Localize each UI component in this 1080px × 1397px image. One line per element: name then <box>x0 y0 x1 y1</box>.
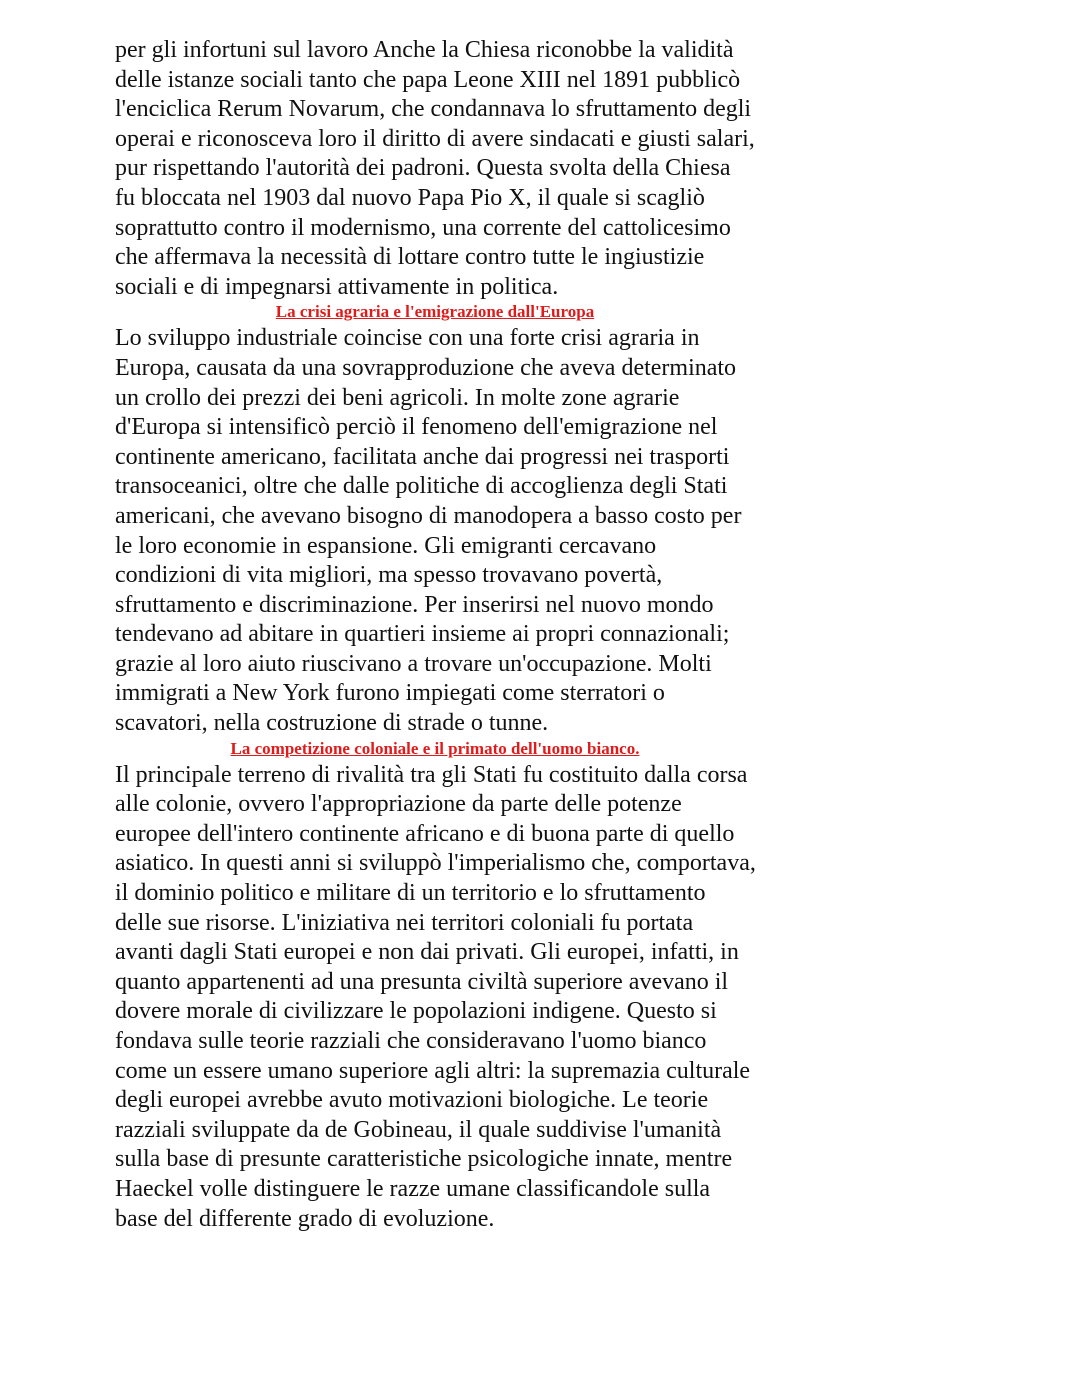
paragraph-3 <box>115 761 835 1235</box>
text-line: Lo sviluppo industriale coincise con una forte crisi agraria in <box>115 325 700 352</box>
text-line: fu bloccata nel 1903 dal nuovo Papa Pio X, il quale si scagliò <box>115 184 705 211</box>
text-line: dovere morale di civilizzare le popolazioni indigene. Questo si <box>115 998 717 1025</box>
text-line: come un essere umano superiore agli altri: la supremazia culturale <box>115 1057 751 1084</box>
text-line: operai e riconosceva loro il diritto di avere sindacati e giusti salari, <box>115 125 755 152</box>
text-line: soprattutto contro il modernismo, una corrente del cattolicesimo <box>115 214 731 241</box>
text-line: Il principale terreno di rivalità tra gli Stati fu costituito dalla corsa <box>115 761 748 788</box>
text-line: le loro economie in espansione. Gli emigranti cercavano <box>115 532 657 559</box>
text-line: base del differente grado di evoluzione. <box>115 1205 495 1232</box>
text-line: che affermava la necessità di lottare contro tutte le ingiustizie <box>115 244 705 271</box>
text-line: asiatico. In questi anni si sviluppò l'imperialismo che, comportava, <box>115 850 756 877</box>
text-line: per gli infortuni sul lavoro Anche la Chiesa riconobbe la validità <box>115 37 734 63</box>
text-line: degli europei avrebbe avuto motivazioni biologiche. Le teorie <box>115 1087 709 1114</box>
text-line: sociali e di impegnarsi attivamente in politica. <box>115 273 559 300</box>
text-line: quanto appartenenti ad una presunta civiltà superiore avevano il <box>115 968 729 995</box>
text-line: d'Europa si intensificò perciò il fenomeno dell'emigrazione nel <box>115 414 718 441</box>
text-line: Haeckel volle distinguere le razze umane classificandole sulla <box>115 1175 711 1202</box>
text-line: razziali sviluppate da de Gobineau, il quale suddivise l'umanità <box>115 1116 722 1143</box>
text-line: l'enciclica Rerum Novarum, che condannava lo sfruttamento degli <box>115 96 752 123</box>
text-line: europee dell'intero continente africano e di buona parte di quello <box>115 820 735 847</box>
text-line: transoceanici, oltre che dalle politiche di accoglienza degli Stati <box>115 473 728 500</box>
paragraph-2 <box>115 324 835 738</box>
text-line: condizioni di vita migliori, ma spesso trovavano povertà, <box>115 562 663 589</box>
text-line: Europa, causata da una sovrapproduzione che aveva determinato <box>115 354 737 381</box>
text-line: americani, che avevano bisogno di manodopera a basso costo per <box>115 502 742 529</box>
text-line: delle istanze sociali tanto che papa Leone XIII nel 1891 pubblicò <box>115 66 741 93</box>
text-line: sulla base di presunte caratteristiche psicologiche innate, mentre <box>115 1146 733 1173</box>
text-line: scavatori, nella costruzione di strade o tunne. <box>115 710 549 737</box>
text-line: pur rispettando l'autorità dei padroni. Questa svolta della Chiesa <box>115 155 731 182</box>
text-line: delle sue risorse. L'iniziativa nei territori coloniali fu portata <box>115 909 694 936</box>
text-line: sfruttamento e discriminazione. Per inserirsi nel nuovo mondo <box>115 591 714 618</box>
text-line: immigrati a New York furono impiegati come sterratori o <box>115 680 665 707</box>
section-heading-colonial-competition: La competizione coloniale e il primato dell'uomo bianco. <box>230 738 640 758</box>
paragraph-1 <box>115 36 835 302</box>
text-line: il dominio politico e militare di un territorio e lo sfruttamento <box>115 880 706 907</box>
text-line: alle colonie, ovvero l'appropriazione da parte delle potenze <box>115 791 682 818</box>
text-line: grazie al loro aiuto riuscivano a trovare un'occupazione. Molti <box>115 650 712 677</box>
text-line: un crollo dei prezzi dei beni agricoli. In molte zone agrarie <box>115 384 680 411</box>
document-page <box>115 36 835 1234</box>
section-heading-agrarian-crisis: La crisi agraria e l'emigrazione dall'Europa <box>275 302 595 322</box>
text-line: continente americano, facilitata anche dai progressi nei trasporti <box>115 443 730 470</box>
text-line: tendevano ad abitare in quartieri insieme ai propri connazionali; <box>115 621 730 648</box>
text-line: fondava sulle teorie razziali che consideravano l'uomo bianco <box>115 1028 707 1054</box>
text-line: avanti dagli Stati europei e non dai privati. Gli europei, infatti, in <box>115 939 739 966</box>
